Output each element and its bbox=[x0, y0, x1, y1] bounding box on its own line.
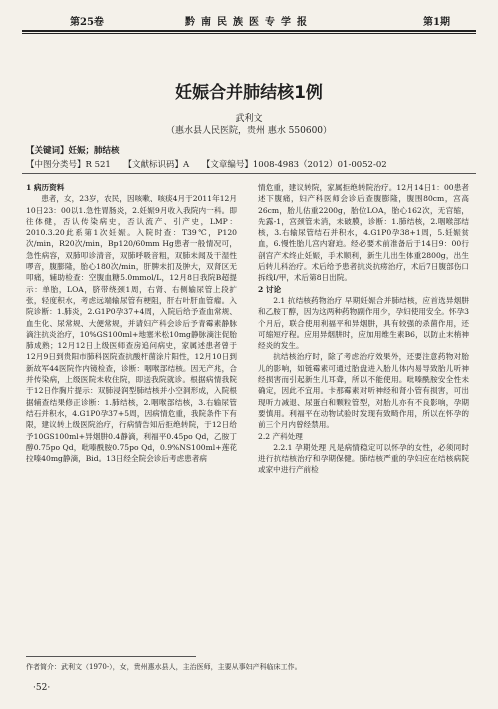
abstract-rule bbox=[22, 173, 476, 174]
header-rule-thick bbox=[22, 30, 476, 32]
doc-code: 【文献标识码】A bbox=[123, 160, 190, 170]
body-column-left bbox=[26, 182, 237, 464]
footnote-rule bbox=[26, 656, 196, 657]
journal-name: 黔南民族医专学报 bbox=[185, 17, 313, 28]
affiliation: （惠水县人民医院，贵州 惠水 550600） bbox=[165, 126, 333, 136]
body-paragraph: 2.2.1 孕期处理 凡是病情稳定可以怀孕的女性，必须同时进行抗结核治疗和孕期保健。肺结核严重的孕妇应在结核病院或家中进行产前检 bbox=[258, 442, 469, 475]
classification-line bbox=[26, 158, 397, 170]
keywords: 【关键词】妊娠；肺结核 bbox=[26, 146, 120, 156]
page-number: ·52· bbox=[33, 683, 51, 693]
section-heading: 2 讨论 bbox=[258, 284, 282, 294]
body-paragraph: 患者，女，23岁，农民，因咳嗽、咳痰4月于2011年12月10日23：00以1.急性胃肠炎，2.妊娠9月收入我院内一科。即往体健，否认传染病史，否认流产、引产史，LMP：2010.3.20此系第1次妊娠。入院时查：T39℃，P120次/min，R20次/min，Bp120/60mm Hg患者一般情况可，急性病容，双肺叩诊清音，双肺呼吸音粗，双肺未闻及干湿性啰音，腹膨隆，胎心180次/min，肝脾未扪及肿大，双肾区无叩痛，辅助检查：空腹血糖5.0mmol/L，12月8日我院B超提示：单胎，LOA，脐带绕颈1周，右肾、右侧输尿管上段扩张，轻度积水，考虑远端输尿管有梗阻，肝右叶肝血管瘤。入院诊断：1.肺炎，2.G1P0孕37+4周，入院后给予查血常规、血生化、尿常规、大便常规，并请妇产科会诊后予青霉素静脉滴注抗炎治疗，10%GS100ml+地塞米松10mg静脉滴注促胎肺成熟；12月12日上级医师查房追问病史，家属述患者曾于12月9日到贵阳市肺科医院查抗酸杆菌涂片阳性，12月10日到新故军44医院作内镜检查，诊断：咽喉部结核。因无产兆，合并传染病，上级医院未收住院，即送我院就诊。根据病情我院于12日作胸片提示：双肺浸润型肺结核并小空洞形成，入院根据辅查结果修正诊断：1.肺结核，2.咽喉部结核，3.右输尿管结石并积水，4.G1P0孕37+5周，因病情危重，我院条件下有限，建议转上级医院治疗，行病情告知后拒绝转院，于12日给予10GS100ml+异烟肼0.4静滴，利福平0.45po Qd，乙胺丁醇0.75po Qd，吡嗪酰胺0.75po Qd，0.9%NS100ml+莲花拉嗪40mg静滴，Bid。13日经全院会诊后考虑患者病 bbox=[26, 194, 237, 464]
body-paragraph: 情危重，建议转院，家属拒绝转院治疗。12月14日1：00患者述下腹痛，妇产科医师会诊后查腹膨隆，腹围80cm，宫高26cm，胎儿估重2200g，胎位LOA，胎心162次，无宫缩，先露-1，宫颈管未消，未破膜，诊断：1.肺结核，2.咽喉部结核，3.右输尿管结石并积水，4.G1P0孕38+1周，5.妊娠贫血，6.慢性胎儿宫内窘迫。经必要术前准备后于14日9：00行剖宫产术终止妊娠，手术顺利，新生儿出生体重2800g，出生后转儿科治疗。术后给予患者抗炎抗痨治疗，术后7日腹部伤口拆线I/甲，术后第8日出院。 bbox=[258, 183, 469, 283]
body-paragraph: 2.2 产科处理 bbox=[258, 431, 303, 441]
running-header bbox=[22, 10, 476, 28]
body-paragraph: 抗结核治疗时，除了考虑治疗效果外，还要注意药物对胎儿的影响，如链霉素可通过胎盘进入胎儿体内易导致胎儿听神经损害而引起新生儿耳聋，所以不能使用。吡嗪酰胺安全性未确定，因此不宜用。卡那霉素对听神经和肾小管有损害，可出现听力减退、尿蛋白和颗粒管型，对胎儿亦有不良影响，孕期要慎用。利福平在动物试验时发现有致畸作用，所以在怀孕的前三个月内曾经禁用。 bbox=[258, 352, 469, 430]
article-title: 妊娠合并肺结核1例 bbox=[175, 83, 323, 103]
article-number: 【文章编号】1008-4983（2012）01-0052-02 bbox=[201, 160, 387, 170]
author-name: 武利文 bbox=[235, 114, 263, 124]
header-rule-thin bbox=[22, 33, 476, 34]
author-footnote: 作者简介：武利文（1970-），女，贵州惠水县人，主治医师，主要从事妇产科临床工作。 bbox=[26, 663, 302, 671]
body-column-right bbox=[258, 182, 469, 476]
section-heading: 1 病历资料 bbox=[26, 183, 65, 192]
body-paragraph: 2.1 抗结核药物治疗 早期妊娠合并肺结核，应首选异烟肼和乙胺丁醇，因为这两种药物副作用少，孕妇使用安全。怀孕3个月后，联合使用利福平和异烟肼，具有较强的杀菌作用，还可缩短疗程。应用异烟肼时，应加用维生素B6，以防止末梢神经炎的发生。 bbox=[258, 295, 469, 351]
volume-label: 第25卷 bbox=[70, 17, 104, 28]
clc-code: 【中图分类号】R 521 bbox=[26, 160, 111, 170]
issue-label: 第1期 bbox=[423, 17, 450, 28]
